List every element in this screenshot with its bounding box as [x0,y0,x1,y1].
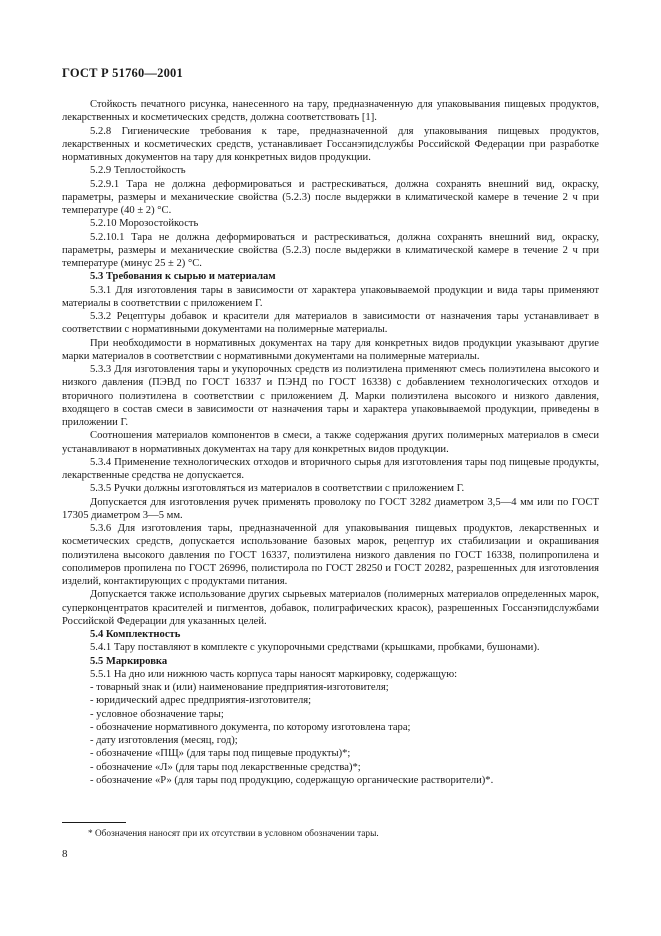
paragraph: Допускается также использование других сырьевых материалов (полимерных материалов определенных марок, суперконцентратов красителей и пигментов, добавок, полиграфических красок), разрешенных Госсанэпидслужбами Российской Федерации для указанных целей. [62,589,599,627]
paragraph: При необходимости в нормативных документах на тару для конкретных видов продукции указывают другие марки материалов в соответствии с нормативными документами на полимерные материалы. [62,337,599,362]
list-item: - дату изготовления (месяц, год); [90,735,238,746]
paragraph: 5.2.9.1 Тара не должна деформироваться и растрескиваться, должна сохранять внешний вид, окраску, параметры, размеры и механические свойства (5.2.3) после выдержки в климатической камере в течение 2 ч при температуре (40 ± 2) °С. [62,178,599,216]
paragraph: 5.3.5 Ручки должны изготовляться из материалов в соответствии с приложением Г. [90,483,465,495]
list-item: - обозначение нормативного документа, по которому изготовлена тара; [90,721,411,733]
document-body [62,98,599,787]
list-item: - условное обозначение тары; [90,708,224,720]
paragraph: 5.3.6 Для изготовления тары, предназначенной для упаковывания пищевых продуктов, лекарственных и косметических средств, допускается использование базовых марок, рецептур их стабилизации и окрашивания полиэтилена высокого давления по ГОСТ 16337, полиэтилена низкого давления по ГОСТ 16338, полипропилена и сополимеров пропилена по ГОСТ 26996, полистирола по ГОСТ 28250 и ГОСТ 20282, разрешенных для изготовления изделий, контактирующих с продуктами питания. [62,523,599,587]
paragraph: 5.3.4 Применение технологических отходов и вторичного сырья для изготовления тары под пищевые продукты, лекарственные средства не допускается. [62,456,599,481]
paragraph: 5.2.10.1 Тара не должна деформироваться и растрескиваться, должна сохранять внешний вид, окраску, параметры, размеры и механические свойства (5.2.3) после выдержки в климатической камере в течение 2 ч при температуре (минус 25 ± 2) °С. [62,231,599,269]
paragraph: 5.2.10 Морозостойкость [90,218,199,230]
list-item: - обозначение «ПЩ» (для тары под пищевые продукты)*; [90,748,351,760]
section-heading: 5.3 Требования к сырью и материалам [90,271,276,283]
footnote: * Обозначения наносят при их отсутствии в условном обозначении тары. [88,829,379,839]
paragraph: 5.4.1 Тару поставляют в комплекте с укупорочными средствами (крышками, пробками, бушонами). [90,642,540,654]
paragraph: 5.3.1 Для изготовления тары в зависимости от характера упаковываемой продукции и вида тары применяют материалы в соответствии с приложением Г. [62,284,599,309]
paragraph: Соотношения материалов компонентов в смеси, а также содержания других полимерных материалов в смеси устанавливают в нормативных документах на тару для конкретных видов продукции. [62,430,599,455]
page-number: 8 [62,848,68,860]
footnote-divider [62,822,126,823]
paragraph: Допускается для изготовления ручек применять проволоку по ГОСТ 3282 диаметром 3,5—4 мм или по ГОСТ 17305 диаметром 3—5 мм. [62,496,599,521]
section-heading: 5.5 Маркировка [90,655,168,667]
list-item: - обозначение «Л» (для тары под лекарственные средства)*; [90,761,361,773]
document-header: ГОСТ Р 51760—2001 [62,66,183,80]
paragraph: 5.2.8 Гигиенические требования к таре, предназначенной для упаковывания пищевых продуктов, лекарственных и косметических средств, устанавливает Госсанэпидслужбы Российской Федерации при разработке нормативных документов на тару для конкретных видов продукции. [62,125,599,163]
section-heading: 5.4 Комплектность [90,629,181,640]
paragraph: 5.5.1 На дно или нижнюю часть корпуса тары наносят маркировку, содержащую: [90,668,458,680]
paragraph: 5.3.2 Рецептуры добавок и красители для материалов в зависимости от назначения тары устанавливает в соответствии с нормативными документами на полимерные материалы. [62,311,599,336]
paragraph: 5.2.9 Теплостойкость [90,165,186,177]
paragraph: 5.3.3 Для изготовления тары и укупорочных средств из полиэтилена применяют смесь полиэтилена высокого и низкого давления (ПЭВД по ГОСТ 16337 и ПЭНД по ГОСТ 16338) с добавлением технологических отходов и вторичного полиэтилена в соответствии с приложением Д. Марки полиэтилена высокого и низкого давления, входящего в состав смеси в зависимости от назначения тары и характера упаковываемой продукции, приведены в приложении Г. [62,364,599,428]
list-item: - обозначение «Р» (для тары под продукцию, содержащую органические растворители)*. [90,774,494,786]
paragraph: Стойкость печатного рисунка, нанесенного на тару, предназначенную для упаковывания пищевых продуктов, лекарственных и косметических средств, должна соответствовать [1]. [62,99,599,124]
list-item: - товарный знак и (или) наименование предприятия-изготовителя; [90,682,389,693]
list-item: - юридический адрес предприятия-изготовителя; [90,695,312,707]
